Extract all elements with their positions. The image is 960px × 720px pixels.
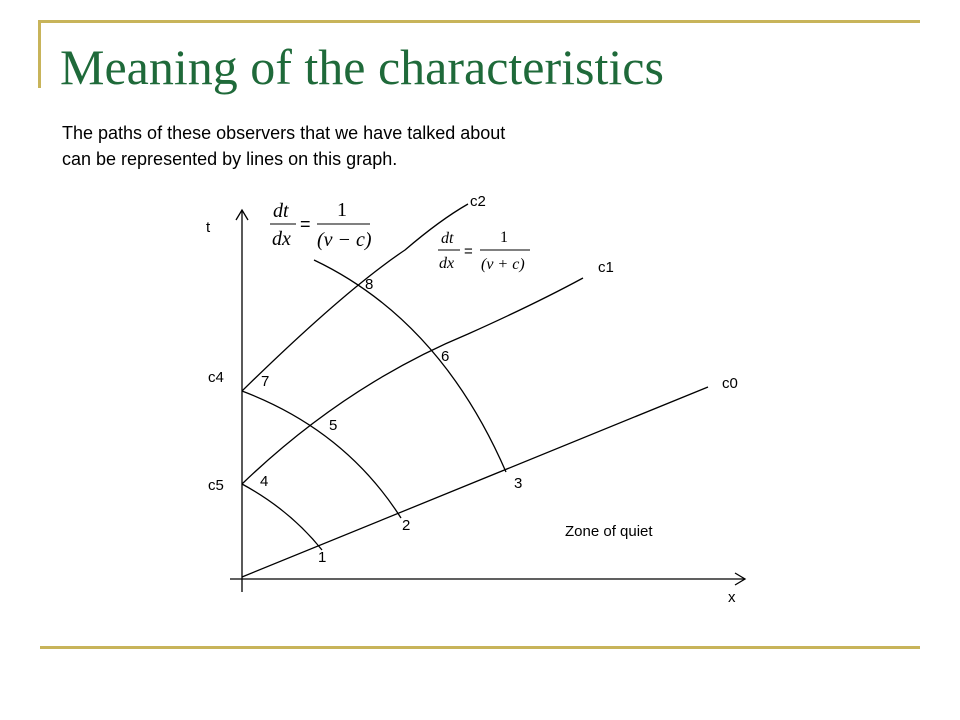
eq1-rhs-numerator: 1 [337, 199, 347, 221]
c2-label: c2 [470, 193, 486, 210]
point-label-4: 4 [260, 473, 269, 490]
eq1-rhs-denominator: (v − c) [317, 229, 372, 251]
c0-characteristic-line [242, 387, 708, 577]
t-axis-label: t [206, 219, 211, 236]
zone-of-quiet-label: Zone of quiet [565, 523, 653, 540]
curve-c5-to-1 [242, 484, 322, 550]
eq2-rhs-numerator: 1 [500, 229, 508, 246]
slide-title: Meaning of the characteristics [60, 39, 664, 95]
eq2-lhs-denominator: dx [439, 255, 455, 272]
point-label-5: 5 [329, 417, 338, 434]
point-label-8: 8 [365, 276, 374, 293]
eq1-lhs-numerator: dt [273, 200, 289, 222]
c1-label: c1 [598, 259, 614, 276]
point-label-7: 7 [261, 373, 270, 390]
curve-top-to-3 [314, 260, 506, 472]
equation-v-minus-c [270, 199, 372, 251]
c4-label: c4 [208, 369, 224, 386]
subtitle-line-1: The paths of these observers that we have talked about [62, 123, 506, 143]
point-label-1: 1 [318, 549, 327, 566]
point-label-3: 3 [514, 475, 523, 492]
eq2-rhs-denominator: (v + c) [481, 256, 525, 273]
eq2-lhs-numerator: dt [441, 230, 454, 247]
equation-v-plus-c [438, 229, 530, 273]
eq2-equals: = [464, 243, 473, 260]
point-label-6: 6 [441, 348, 450, 365]
subtitle-line-2: can be represented by lines on this graph. [62, 149, 398, 169]
eq1-equals: = [300, 214, 311, 234]
eq1-lhs-denominator: dx [272, 228, 291, 250]
x-axis-label: x [728, 589, 736, 606]
c0-label: c0 [722, 375, 738, 392]
point-label-2: 2 [402, 517, 411, 534]
c5-label: c5 [208, 477, 224, 494]
c1-characteristic-line [242, 278, 583, 484]
